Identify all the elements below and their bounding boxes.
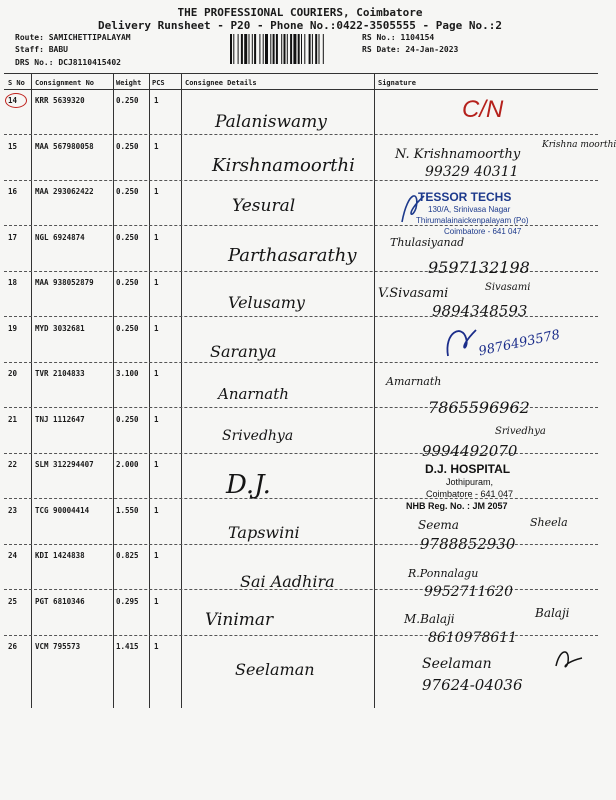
route-label: Route: SAMICHETTIPALAYAM — [15, 33, 131, 42]
row-consignment-no: TNJ 1112647 — [35, 415, 85, 424]
row-sno: 25 — [8, 597, 18, 606]
row-weight: 2.000 — [116, 460, 139, 469]
consignee-name-14: Palaniswamy — [215, 112, 327, 132]
row-pcs: 1 — [154, 96, 159, 105]
signature-18-note: Sivasami — [485, 282, 531, 293]
stamp-hospital-line1: Jothipuram, — [446, 477, 494, 487]
row-weight: 1.415 — [116, 642, 139, 651]
signature-15-note: Krishna moorthi — [542, 140, 616, 150]
staff-label: Staff: BABU — [15, 45, 68, 54]
col-header-sno: S No — [8, 79, 25, 87]
row-separator — [4, 134, 598, 135]
consignee-name-17: Parthasarathy — [228, 245, 357, 266]
row-consignment-no: MAA 938052879 — [35, 278, 94, 287]
signature-23-note: Sheela — [530, 516, 568, 529]
row-weight: 0.825 — [116, 551, 139, 560]
signature-26-name: Seelaman — [422, 656, 492, 672]
stamp-hospital-line2: Coimbatore - 641 047 — [426, 489, 514, 499]
signature-26-phone: 97624-04036 — [422, 676, 523, 694]
row-weight: 0.295 — [116, 597, 139, 606]
signature-18-name: V.Sivasami — [378, 286, 449, 301]
row-pcs: 1 — [154, 233, 159, 242]
row-consignment-no: NGL 6924874 — [35, 233, 85, 242]
consignee-name-24: Sai Aadhira — [240, 572, 335, 591]
row-pcs: 1 — [154, 278, 159, 287]
consignee-name-22: D.J. — [226, 470, 271, 500]
signature-20-phone: 7865596962 — [428, 398, 530, 417]
row-pcs: 1 — [154, 187, 159, 196]
signature-15-phone: 99329 40311 — [425, 164, 519, 180]
row-sno: 17 — [8, 233, 18, 242]
row-weight: 0.250 — [116, 142, 139, 151]
row-pcs: 1 — [154, 460, 159, 469]
signature-20-name: Amarnath — [386, 375, 442, 388]
col-header-consignee: Consignee Details — [185, 79, 257, 87]
row-sno: 14 — [8, 96, 18, 105]
consignee-name-23: Tapswini — [228, 523, 300, 542]
stamp-hospital-line3: NHB Reg. No. : JM 2057 — [406, 501, 508, 511]
row-weight: 0.250 — [116, 96, 139, 105]
signature-17-name: Thulasiyanad — [390, 236, 465, 249]
signature-21-phone: 9994492070 — [422, 442, 518, 460]
barcode — [230, 34, 356, 64]
row-weight: 0.250 — [116, 278, 139, 287]
stamp-tessor-line2: Thirumalainaickenpalayam (Po) — [416, 216, 529, 225]
signature-24-name: R.Ponnalagu — [408, 567, 479, 580]
row-consignment-no: TCG 90004414 — [35, 506, 90, 515]
row-14-circle-mark — [5, 93, 27, 108]
row-sno: 18 — [8, 278, 18, 287]
stamp-tessor-name: TESSOR TECHS — [418, 190, 512, 204]
row-pcs: 1 — [154, 324, 159, 333]
col-header-weight: Weight — [116, 79, 142, 87]
row-pcs: 1 — [154, 369, 159, 378]
row-weight: 3.100 — [116, 369, 139, 378]
row-consignment-no: TVR 2104833 — [35, 369, 85, 378]
stamp-tessor-line3: Coimbatore - 641 047 — [444, 227, 522, 236]
col-header-consignment: Consignment No — [35, 79, 95, 87]
consignee-name-19: Saranya — [210, 342, 277, 361]
consignee-name-20: Anarnath — [218, 385, 289, 403]
signature-21-name: Srivedhya — [495, 426, 546, 437]
row-sno: 16 — [8, 187, 18, 196]
row-sno: 23 — [8, 506, 18, 515]
row-consignment-no: PGT 6810346 — [35, 597, 85, 606]
stamp-tessor-line1: 130/A, Srinivasa Nagar — [428, 205, 511, 214]
col-header-pcs: PCS — [152, 79, 165, 87]
row-consignment-no: MYD 3032681 — [35, 324, 85, 333]
company-title: THE PROFESSIONAL COURIERS, Coimbatore — [177, 6, 423, 19]
signature-25-note: Balaji — [535, 606, 570, 620]
row-consignment-no: MAA 293062422 — [35, 187, 94, 196]
runsheet-title: Delivery Runsheet - P20 - Phone No.:0422-3505555 - Page No.:2 — [98, 19, 502, 32]
stamp-hospital-name: D.J. HOSPITAL — [425, 462, 511, 476]
rs-date: RS Date: 24-Jan-2023 — [362, 45, 459, 54]
consignee-name-16: Yesural — [232, 196, 296, 216]
row-sno: 20 — [8, 369, 18, 378]
row-consignment-no: KDI 1424838 — [35, 551, 85, 560]
drs-number: DRS No.: DCJ8110415402 — [15, 58, 121, 67]
consignee-name-21: Srivedhya — [222, 428, 294, 444]
row-weight: 0.250 — [116, 324, 139, 333]
signature-25-name: M.Balaji — [404, 612, 455, 626]
row-weight: 0.250 — [116, 415, 139, 424]
consignee-name-25: Vinimar — [205, 610, 274, 630]
signature-14: C/N — [462, 96, 504, 123]
row-consignment-no: MAA 567980058 — [35, 142, 94, 151]
row-weight: 0.250 — [116, 233, 139, 242]
tessor-signature-scribble — [398, 186, 428, 226]
signature-19-phone: 9876493578 — [477, 327, 562, 360]
row-sno: 21 — [8, 415, 18, 424]
row-sno: 24 — [8, 551, 18, 560]
row-weight: 0.250 — [116, 187, 139, 196]
row-sno: 15 — [8, 142, 18, 151]
row-sno: 22 — [8, 460, 18, 469]
row-consignment-no: VCM 795573 — [35, 642, 81, 651]
header-rule-top — [4, 73, 598, 74]
signature-24-phone: 9952711620 — [424, 584, 514, 600]
row-separator — [4, 362, 598, 363]
row-pcs: 1 — [154, 597, 159, 606]
row-pcs: 1 — [154, 415, 159, 424]
header-rule-bottom — [4, 89, 598, 90]
signature-15-name: N. Krishnamoorthy — [395, 147, 521, 162]
consignee-name-15: Kirshnamoorthi — [212, 155, 355, 176]
signature-19-scribble — [442, 322, 482, 362]
row-sno: 19 — [8, 324, 18, 333]
row-consignment-no: KRR 5639320 — [35, 96, 85, 105]
row-pcs: 1 — [154, 142, 159, 151]
signature-23-name: Seema — [418, 518, 459, 532]
consignee-name-18: Velusamy — [228, 293, 305, 312]
row-pcs: 1 — [154, 506, 159, 515]
consignee-name-26: Seelaman — [235, 660, 315, 679]
row-separator — [4, 225, 598, 226]
signature-17-phone: 9597132198 — [428, 258, 530, 277]
row-pcs: 1 — [154, 642, 159, 651]
row-sno: 26 — [8, 642, 18, 651]
signature-26-scribble — [552, 646, 586, 676]
signature-25-phone: 8610978611 — [428, 630, 518, 646]
col-header-signature: Signature — [378, 79, 416, 87]
signature-18-phone: 9894348593 — [432, 302, 528, 320]
row-consignment-no: SLM 312294407 — [35, 460, 94, 469]
row-weight: 1.550 — [116, 506, 139, 515]
row-separator — [4, 180, 598, 181]
signature-23-phone: 9788852930 — [420, 535, 516, 553]
row-pcs: 1 — [154, 551, 159, 560]
rs-number: RS No.: 1104154 — [362, 33, 435, 42]
